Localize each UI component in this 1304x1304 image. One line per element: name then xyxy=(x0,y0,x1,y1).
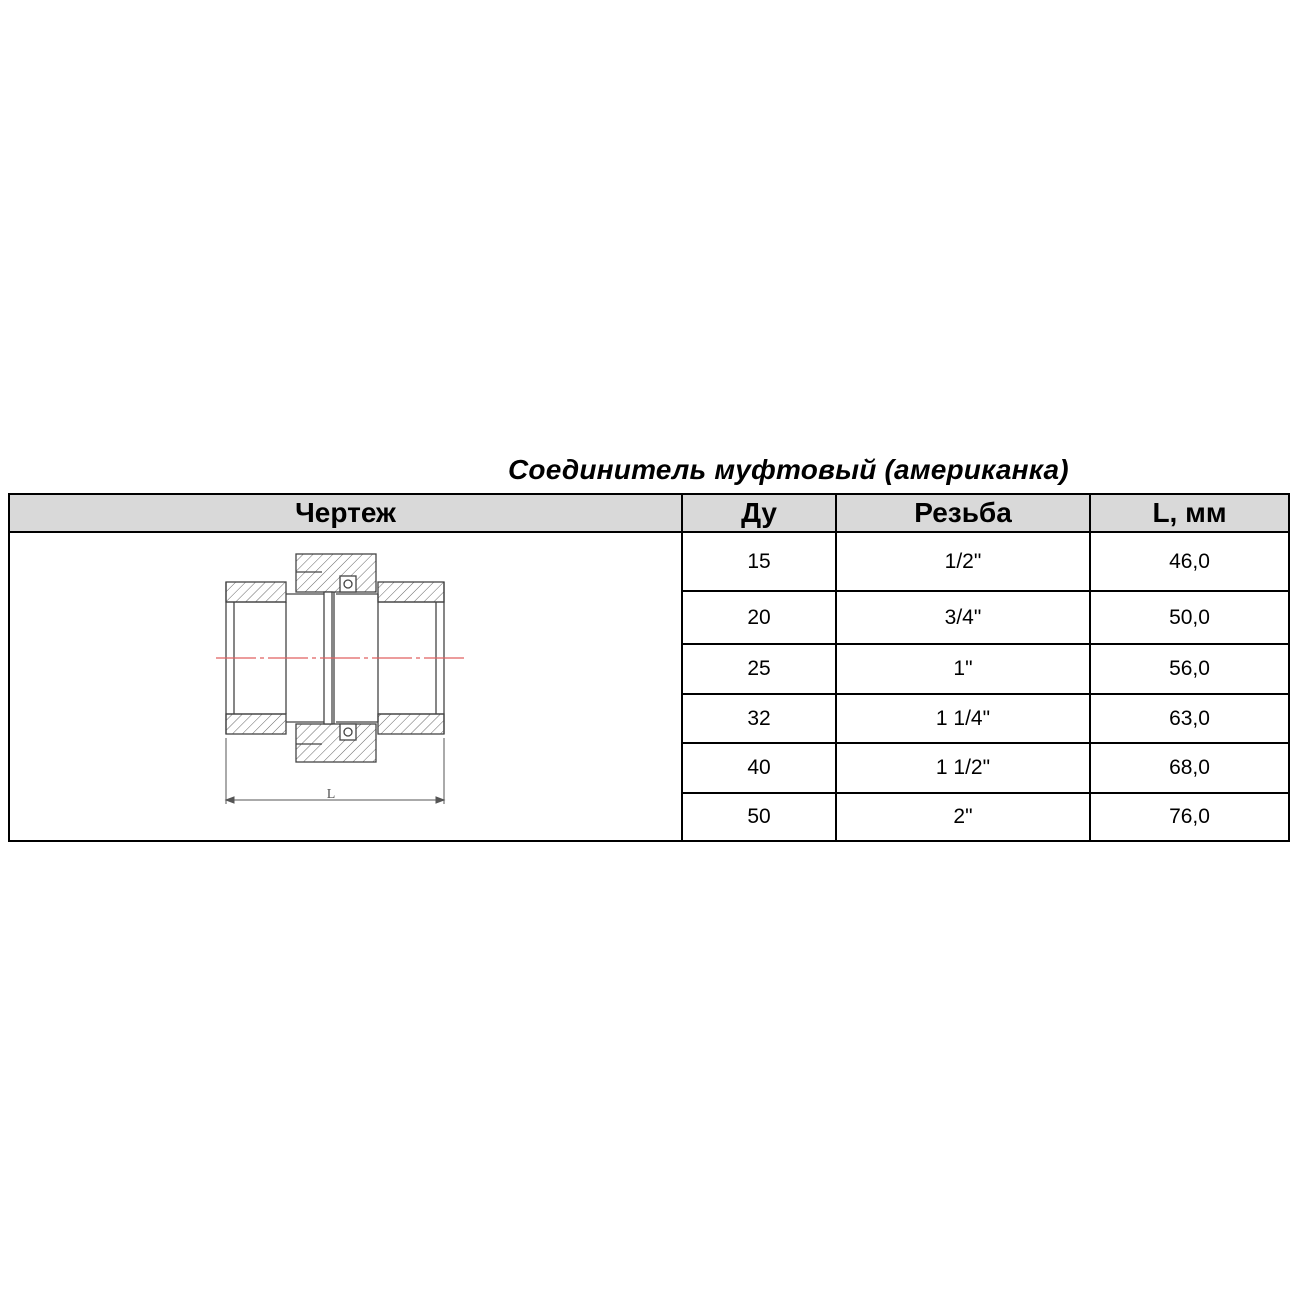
cell-thread: 1/2" xyxy=(836,532,1090,591)
cell-thread: 2" xyxy=(836,793,1090,841)
specification-table xyxy=(8,493,1290,842)
dimension-label: L xyxy=(326,786,335,802)
cell-thread: 1 1/4" xyxy=(836,694,1090,743)
cell-du: 20 xyxy=(682,591,836,644)
table-row xyxy=(9,532,1289,591)
seal-ring-lower xyxy=(340,724,356,740)
cell-length: 63,0 xyxy=(1090,694,1289,743)
cell-length: 50,0 xyxy=(1090,591,1289,644)
right-body-lower-wall xyxy=(378,714,444,734)
seal-ring-upper xyxy=(340,576,356,592)
document-title: Соединитель муфтовый (американка) xyxy=(508,454,1069,485)
nut-lower xyxy=(296,724,376,762)
nut-upper xyxy=(296,554,376,592)
header-thread: Резьба xyxy=(836,494,1090,532)
cell-du: 32 xyxy=(682,694,836,743)
cell-du: 50 xyxy=(682,793,836,841)
cell-thread: 3/4" xyxy=(836,591,1090,644)
cell-length: 68,0 xyxy=(1090,743,1289,793)
header-drawing: Чертеж xyxy=(9,494,682,532)
drawing-cell xyxy=(9,532,682,841)
cell-du: 25 xyxy=(682,644,836,694)
header-length: L, мм xyxy=(1090,494,1289,532)
header-nominal-diameter: Ду xyxy=(682,494,836,532)
left-body-lower-wall xyxy=(226,714,286,734)
right-body-upper-wall xyxy=(378,582,444,602)
cell-thread: 1 1/2" xyxy=(836,743,1090,793)
cell-length: 46,0 xyxy=(1090,532,1289,591)
cell-thread: 1" xyxy=(836,644,1090,694)
cell-length: 56,0 xyxy=(1090,644,1289,694)
table-header-row xyxy=(9,494,1289,532)
cell-du: 15 xyxy=(682,532,836,591)
cell-length: 76,0 xyxy=(1090,793,1289,841)
left-body-upper-wall xyxy=(226,582,286,602)
cell-du: 40 xyxy=(682,743,836,793)
union-coupling-drawing xyxy=(216,552,476,822)
